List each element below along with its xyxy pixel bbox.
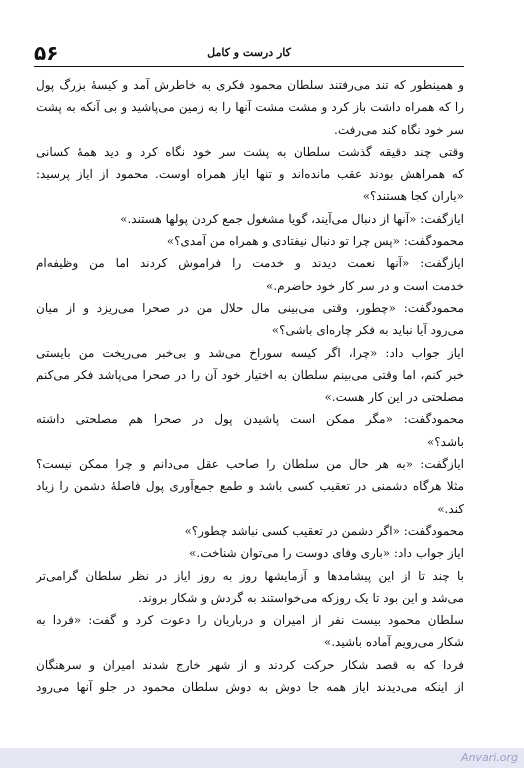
text-line: را که همراه داشت باز کرد و مشت مشت آنها را به زمین می‌پاشید و بی آنکه به پشت: [36, 100, 464, 115]
text-line: «یاران کجا هستند؟»: [362, 189, 464, 204]
text-line: ایازگفت: «آنها از دنبال می‌آیند، گویا مشغول جمع کردن پولها هستند.»: [120, 211, 464, 226]
watermark-bar: [0, 748, 524, 768]
text-line: می‌رود آیا نباید به فکر چاره‌ای باشی؟»: [271, 323, 464, 338]
text-line: محمودگفت: «اگر دشمن در تعقیب کسی نباشد چطور؟»: [184, 523, 464, 538]
text-line: خدمت است و در سر کار خود حاضرم.»: [265, 278, 464, 293]
text-line: خبر کنم، اما وقتی می‌بینم سلطان به اختیار خود آن را در صحرا می‌پاشد فکر می‌کنم: [36, 367, 464, 382]
body-text: [36, 74, 464, 698]
text-line: ایاز جواب داد: «باری وفای دوست را می‌توان شناخت.»: [189, 546, 464, 561]
text-line: باشد؟»: [426, 434, 464, 449]
text-line: از اینکه می‌دیدند ایاز همه جا دوش به دوش سلطان محمود در جلو آنها می‌رود: [36, 680, 464, 695]
page-number: ۵۶: [34, 41, 59, 65]
text-line: می‌شد و این بود تا یک روزکه می‌خواستند به گردش و شکار بروند.: [138, 590, 464, 605]
page-header: [34, 40, 464, 66]
text-line: با چند تا از این پیشامدها و آزمایشها روز به روز ایاز در نظر سلطان گرامی‌تر: [36, 568, 464, 583]
text-line: مثلا هرگاه دشمنی در تعقیب کسی باشد و طمع جمع‌آوری پول فاصلهٔ دشمن را زیاد: [36, 479, 464, 494]
text-line: محمودگفت: «مگر ممکن است پاشیدن پول در صحرا هم مصلحتی داشته: [36, 412, 464, 427]
watermark: Anvari.org: [460, 751, 518, 764]
text-line: محمودگفت: «چطور، وقتی می‌بینی مال حلال من در صحرا می‌ریزد و از میان: [36, 300, 464, 315]
text-line: وقتی چند دقیقه گذشت سلطان به پشت سر خود نگاه کرد و دید همهٔ کسانی: [36, 144, 464, 159]
text-line: مصلحتی در این کار هست.»: [324, 390, 464, 405]
text-line: و همینطور که تند می‌رفتند سلطان محمود فکری به خاطرش آمد و کیسهٔ بزرگ پول: [36, 78, 464, 92]
text-line: ایازگفت: «به هر حال من سلطان را صاحب عقل می‌دانم و چرا ممکن نیست؟: [36, 457, 464, 472]
text-line: که همراهش بودند عقب مانده‌اند و تنها ایاز همراه اوست. محمود از ایاز پرسید:: [36, 167, 464, 182]
text-line: سلطان محمود بیست نفر از امیران و درباریان را دعوت کرد و گفت: «فردا به: [36, 613, 464, 628]
text-line: محمودگفت: «پس چرا تو دنبال نیفتادی و همراه من آمدی؟»: [166, 234, 464, 249]
header-rule: [34, 66, 464, 67]
text-line: فردا که به قصد شکار حرکت کردند و از شهر خارج شدند امیران و سرهنگان: [36, 657, 464, 672]
text-line: ایازگفت: «آنها نعمت دیدند و خدمت را فراموش کردند اما من وظیفه‌ام: [36, 256, 464, 271]
text-line: کند.»: [437, 501, 464, 516]
text-line: ایاز جواب داد: «چرا، اگر کیسه سوراخ می‌شد و بی‌خبر می‌ریخت من بایستی: [36, 345, 464, 360]
text-line: شکار می‌رویم آماده باشید.»: [323, 635, 464, 650]
running-title: کار درست و کامل: [207, 46, 291, 59]
text-line: سر خود نگاه کند می‌رفت.: [334, 122, 464, 137]
